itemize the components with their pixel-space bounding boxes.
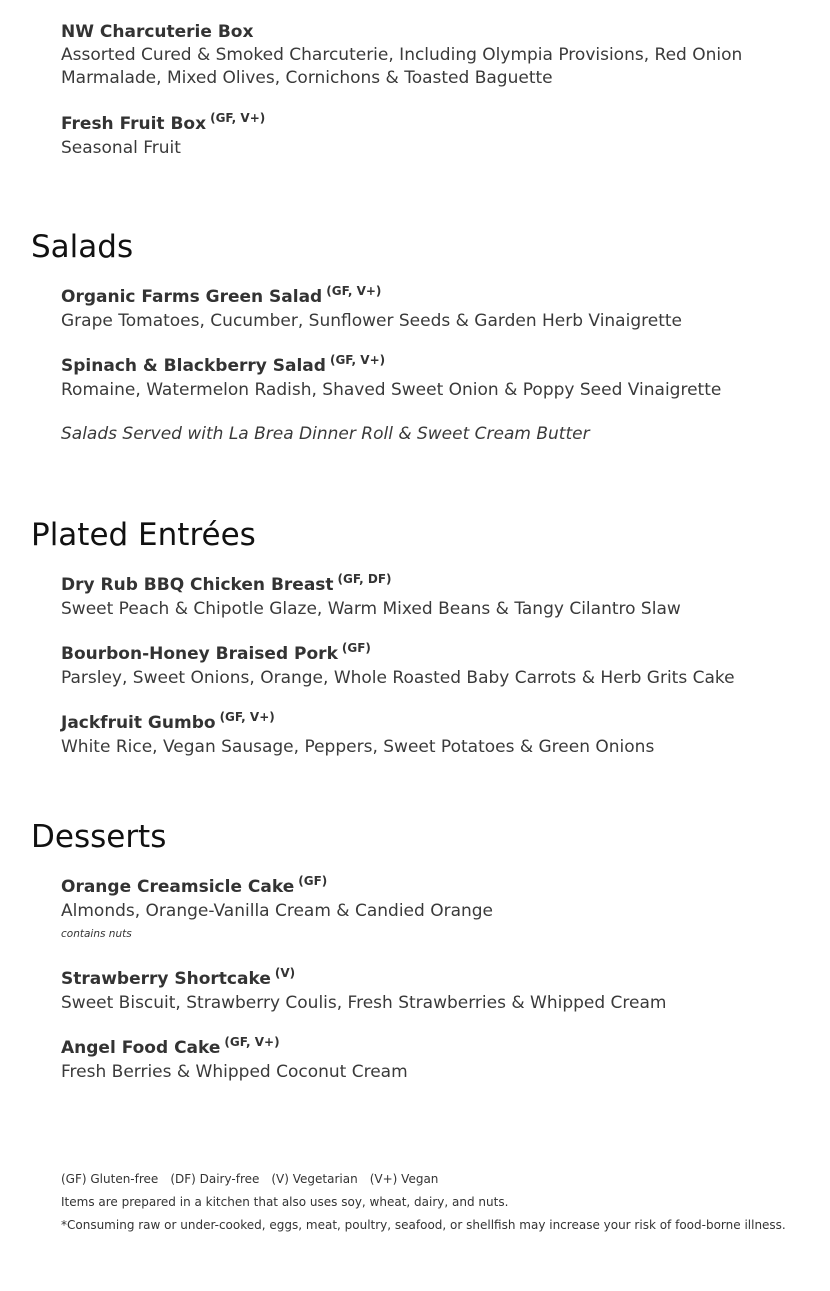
dietary-tags: (GF, V+)	[219, 710, 275, 724]
salads-served-note: Salads Served with La Brea Dinner Roll & Sweet Cream Butter	[61, 424, 590, 444]
item-name: Strawberry Shortcake	[61, 969, 271, 989]
item-description: Sweet Biscuit, Strawberry Coulis, Fresh Strawberries & Whipped Cream	[61, 993, 667, 1013]
legend-vegetarian: (V) Vegetarian	[271, 1172, 358, 1186]
item-name: Jackfruit Gumbo	[61, 713, 216, 733]
menu-item-fresh-fruit-box	[61, 113, 801, 160]
item-description: Romaine, Watermelon Radish, Shaved Sweet Onion & Poppy Seed Vinaigrette	[61, 380, 722, 400]
consumption-warning: *Consuming raw or under-cooked, eggs, meat, poultry, seafood, or shellfish may increase your risk of food-borne illness.	[61, 1218, 786, 1232]
legend-gluten-free: (GF) Gluten-free	[61, 1172, 159, 1186]
section-title-desserts: Desserts	[31, 819, 167, 855]
section-title-salads: Salads	[31, 229, 134, 265]
item-name: NW Charcuterie Box	[61, 22, 254, 42]
dietary-tags: (GF, V+)	[210, 111, 266, 125]
legend-dairy-free: (DF) Dairy-free	[170, 1172, 260, 1186]
item-name: Bourbon-Honey Braised Pork	[61, 644, 338, 664]
section-title-plated-entrees: Plated Entrées	[31, 517, 256, 553]
item-description: Fresh Berries & Whipped Coconut Cream	[61, 1062, 408, 1082]
legend-vegan: (V+) Vegan	[369, 1172, 439, 1186]
item-name: Angel Food Cake	[61, 1038, 221, 1058]
item-description: Sweet Peach & Chipotle Glaze, Warm Mixed Beans & Tangy Cilantro Slaw	[61, 599, 681, 619]
dietary-tags: (GF)	[341, 641, 371, 655]
menu-item-orange-creamsicle-cake	[61, 876, 801, 940]
dietary-tags: (GF, DF)	[337, 572, 392, 586]
item-description: White Rice, Vegan Sausage, Peppers, Sweet Potatoes & Green Onions	[61, 737, 655, 757]
menu-item-strawberry-shortcake	[61, 968, 801, 1015]
dietary-legend	[61, 1172, 450, 1186]
menu-item-organic-farms-green-salad	[61, 286, 801, 333]
item-name: Dry Rub BBQ Chicken Breast	[61, 575, 334, 595]
item-description: Assorted Cured & Smoked Charcuterie, Including Olympia Provisions, Red Onion Marmalade, Mixed Olives, Cornichons & Toasted Baguette	[61, 45, 743, 88]
allergen-note: contains nuts	[61, 928, 132, 940]
item-description: Seasonal Fruit	[61, 138, 181, 158]
item-name: Spinach & Blackberry Salad	[61, 356, 326, 376]
kitchen-allergen-note: Items are prepared in a kitchen that also uses soy, wheat, dairy, and nuts.	[61, 1195, 509, 1209]
item-name: Organic Farms Green Salad	[61, 287, 323, 307]
menu-item-nw-charcuterie-box	[61, 21, 801, 90]
item-name: Fresh Fruit Box	[61, 114, 207, 134]
dietary-tags: (GF, V+)	[326, 284, 382, 298]
menu-item-dry-rub-bbq-chicken-breast	[61, 574, 801, 621]
dietary-tags: (GF, V+)	[224, 1035, 280, 1049]
item-name: Orange Creamsicle Cake	[61, 877, 295, 897]
item-description: Almonds, Orange-Vanilla Cream & Candied Orange	[61, 901, 494, 921]
menu-item-jackfruit-gumbo	[61, 712, 801, 759]
dietary-tags: (GF, V+)	[329, 353, 386, 367]
dietary-tags: (V)	[274, 966, 296, 980]
item-description: Grape Tomatoes, Cucumber, Sunflower Seeds & Garden Herb Vinaigrette	[61, 311, 682, 331]
dietary-tags: (GF)	[298, 874, 328, 888]
menu-item-spinach-blackberry-salad	[61, 355, 801, 402]
menu-item-bourbon-honey-braised-pork	[61, 643, 801, 690]
menu-item-angel-food-cake	[61, 1037, 801, 1084]
item-description: Parsley, Sweet Onions, Orange, Whole Roasted Baby Carrots & Herb Grits Cake	[61, 668, 735, 688]
